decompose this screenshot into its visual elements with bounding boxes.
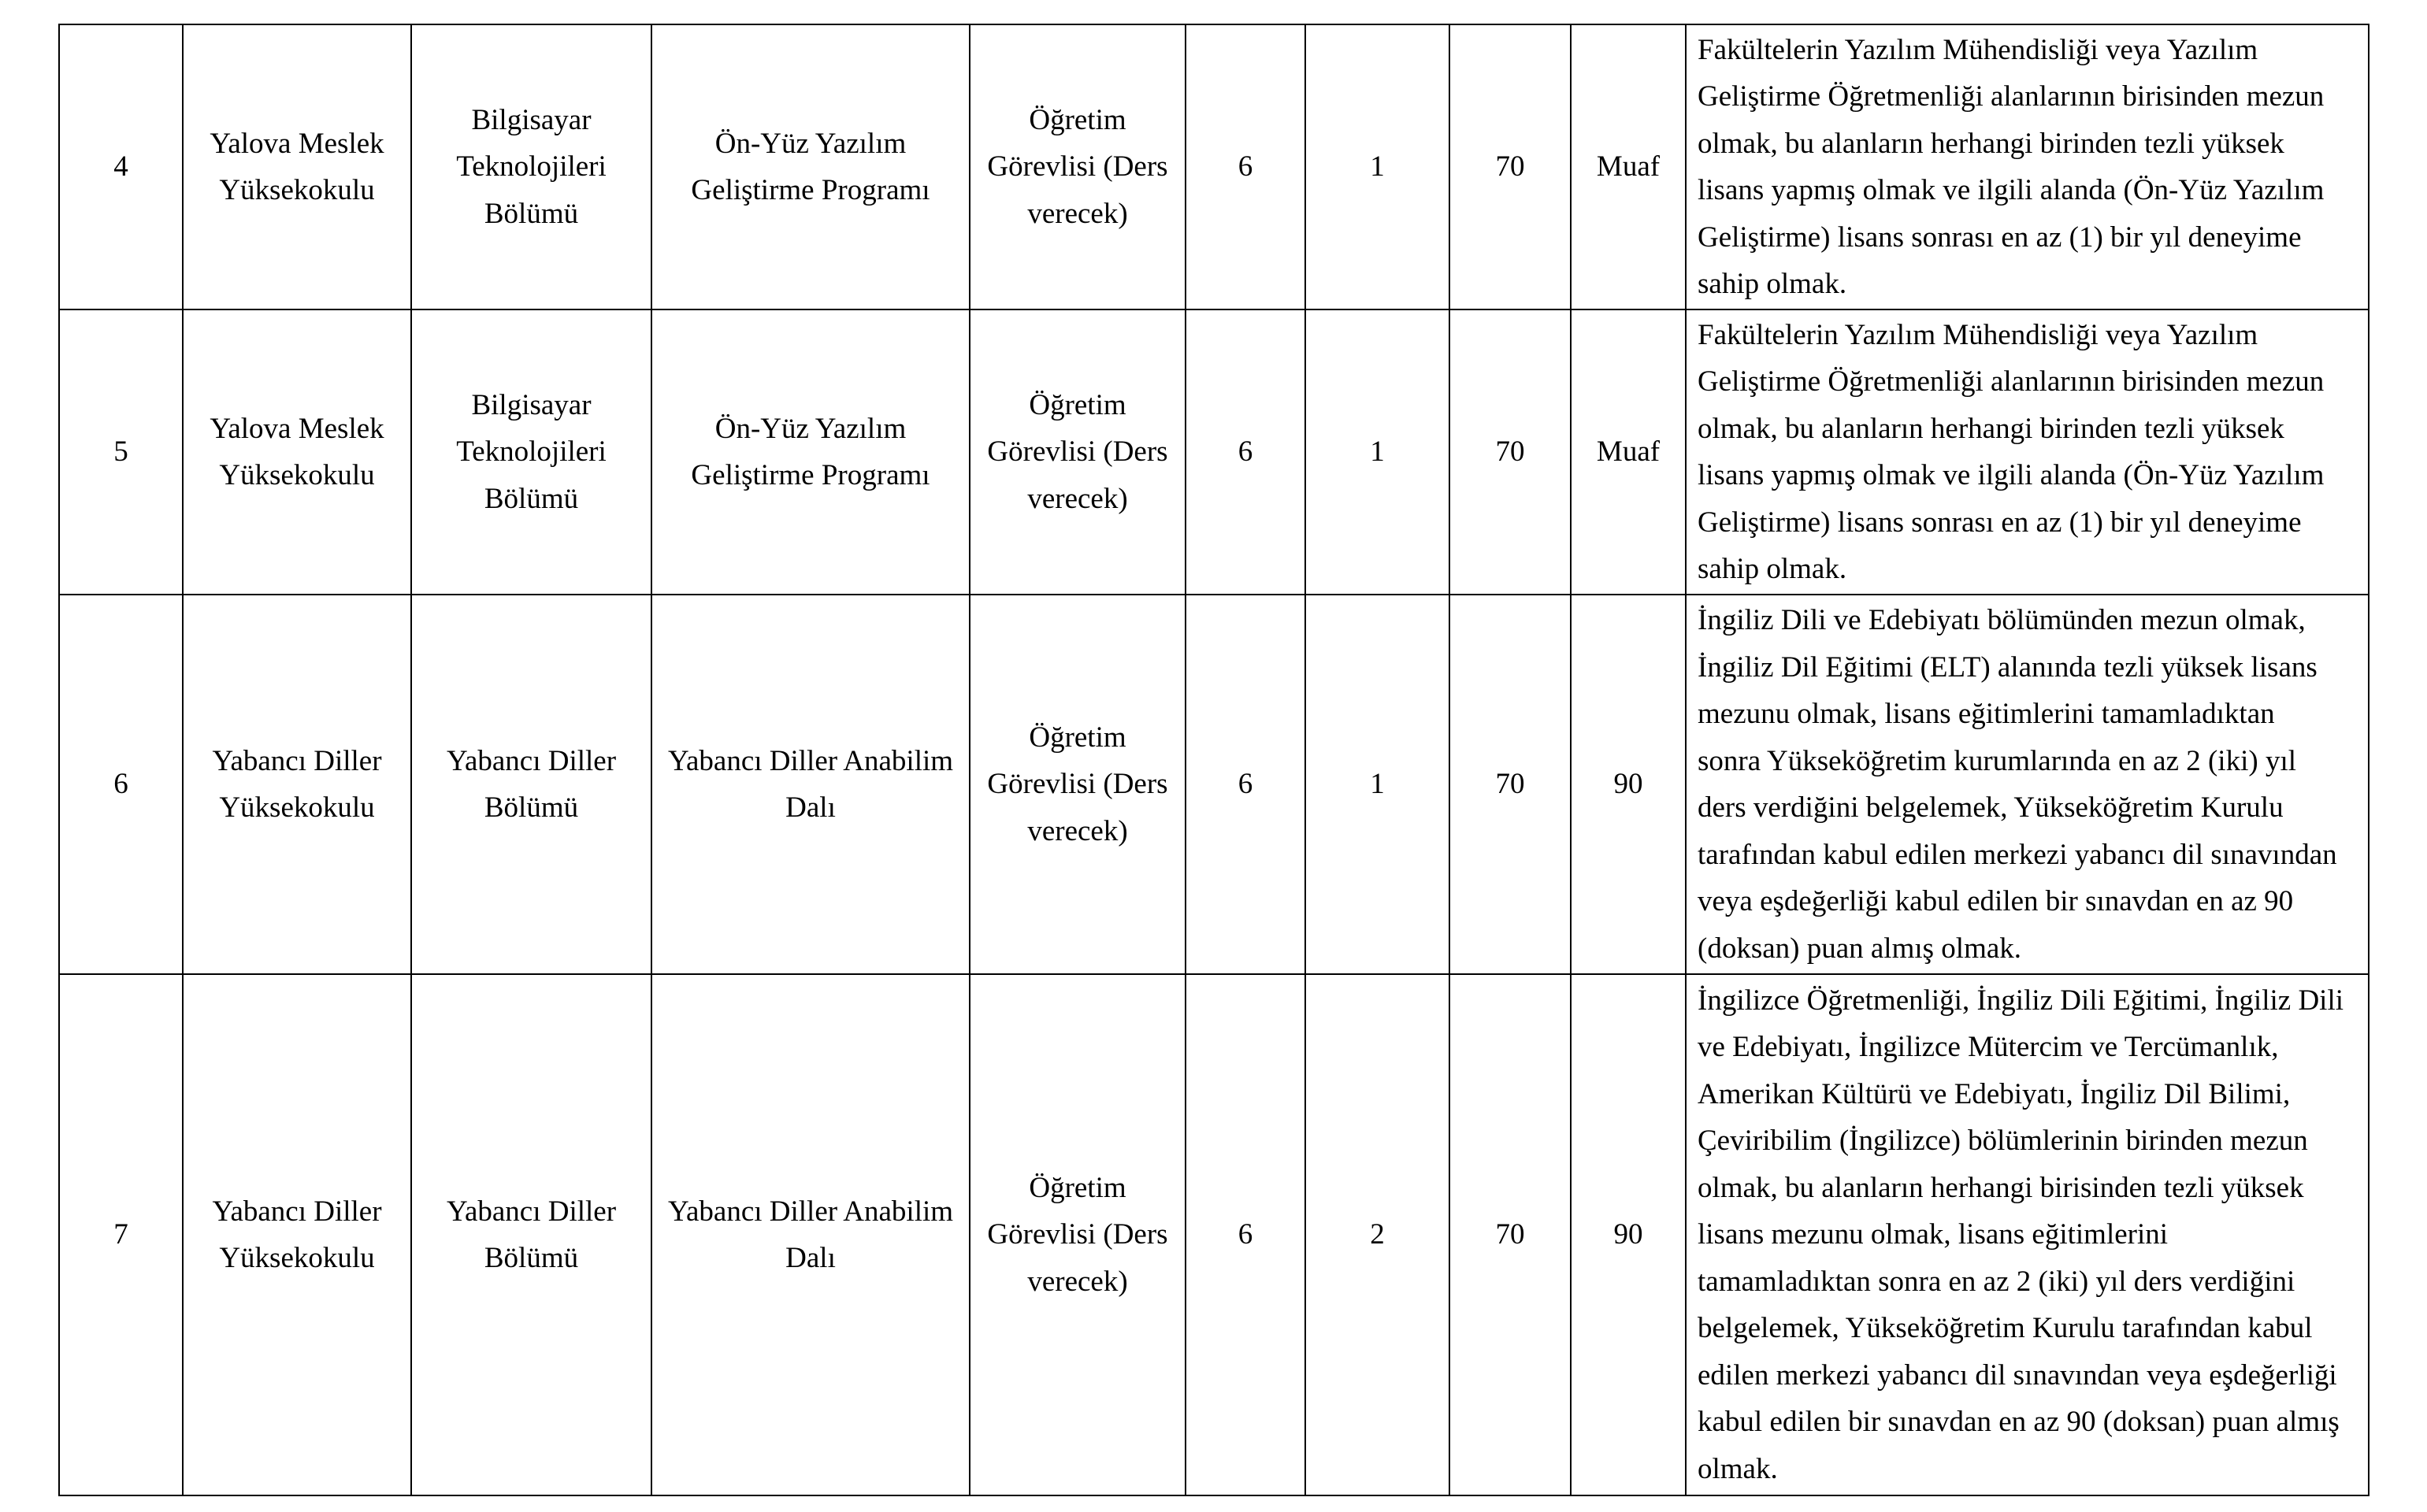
requirement-line: Fakültelerin Yazılım Mühendisliği veya Yazılım	[1698, 33, 2258, 66]
title-cell: Öğretim Görevlisi (Ders verecek)	[970, 24, 1186, 309]
requirements-cell	[1686, 24, 2369, 309]
requirement-line: edilen merkezi yabancı dil sınavından veya eşdeğerliği	[1698, 1358, 2337, 1392]
requirement-line: Çeviribilim (İngilizce) bölümlerinin birinden mezun	[1698, 1125, 2308, 1158]
foreign-language-cell: 90	[1571, 595, 1686, 974]
ales-cell: 70	[1449, 974, 1571, 1495]
department-cell: Yabancı Diller Bölümü	[411, 974, 651, 1495]
count-cell: 1	[1305, 595, 1449, 974]
table-row	[59, 24, 2369, 309]
title-cell: Öğretim Görevlisi (Ders verecek)	[970, 309, 1186, 595]
requirement-line: ve Edebiyatı, İngilizce Mütercim ve Tercümanlık,	[1698, 1031, 2279, 1064]
requirement-line: mezunu olmak, lisans eğitimlerini tamamladıktan	[1698, 698, 2275, 730]
unit-cell: Yabancı Diller Yüksekokulu	[183, 595, 411, 974]
staff-positions-table	[58, 24, 2369, 1496]
requirement-line: Geliştirme Öğretmenliği alanlarının birisinden mezun	[1698, 80, 2325, 113]
program-cell: Yabancı Diller Anabilim Dalı	[651, 595, 970, 974]
requirement-line: olmak, bu alanların herhangi birinden tezli yüksek	[1698, 412, 2284, 445]
requirements-cell	[1686, 309, 2369, 595]
requirement-line: Fakültelerin Yazılım Mühendisliği veya Yazılım	[1698, 318, 2258, 351]
program-cell: Ön-Yüz Yazılım Geliştirme Programı	[651, 24, 970, 309]
unit-cell: Yabancı Diller Yüksekokulu	[183, 974, 411, 1495]
requirement-line: olmak, bu alanların herhangi birinden tezli yüksek	[1698, 127, 2284, 160]
department-cell: Bilgisayar Teknolojileri Bölümü	[411, 24, 651, 309]
requirements-cell	[1686, 595, 2369, 974]
foreign-language-cell: Muaf	[1571, 24, 1686, 309]
degree-cell: 6	[1186, 24, 1305, 309]
count-cell: 1	[1305, 24, 1449, 309]
count-cell: 2	[1305, 974, 1449, 1495]
requirement-line: lisans mezunu olmak, lisans eğitimlerini	[1698, 1218, 2169, 1251]
requirement-line: kabul edilen bir sınavdan en az 90 (doksan) puan almış	[1698, 1406, 2340, 1439]
requirement-line: Amerikan Kültürü ve Edebiyatı, İngiliz Dil Bilimi,	[1698, 1077, 2291, 1110]
title-cell: Öğretim Görevlisi (Ders verecek)	[970, 595, 1186, 974]
table-row	[59, 974, 2369, 1495]
requirement-line: İngiliz Dil Eğitimi (ELT) alanında tezli yüksek lisans	[1698, 650, 2318, 684]
ales-cell: 70	[1449, 595, 1571, 974]
table-row	[59, 595, 2369, 974]
requirement-line: tarafından kabul edilen merkezi yabancı dil sınavından	[1698, 838, 2337, 871]
row-number: 4	[59, 24, 183, 309]
requirement-line: olmak.	[1698, 1452, 1778, 1485]
table-row	[59, 309, 2369, 595]
requirement-line: (doksan) puan almış olmak.	[1698, 932, 2022, 965]
requirement-line: Geliştirme) lisans sonrası en az (1) bir yıl deneyime	[1698, 220, 2302, 254]
row-number: 6	[59, 595, 183, 974]
requirement-line: sonra Yükseköğretim kurumlarında en az 2 (iki) yıl	[1698, 744, 2296, 777]
requirement-line: Geliştirme Öğretmenliği alanlarının birisinden mezun	[1698, 365, 2325, 398]
requirement-line: belgelemek, Yükseköğretim Kurulu tarafından kabul	[1698, 1312, 2313, 1345]
requirement-line: İngiliz Dili ve Edebiyatı bölümünden mezun olmak,	[1698, 604, 2306, 636]
requirement-line: ders verdiğini belgelemek, Yükseköğretim Kurulu	[1698, 791, 2284, 824]
requirement-line: sahip olmak.	[1698, 553, 1847, 585]
requirements-cell	[1686, 974, 2369, 1495]
requirement-line: Geliştirme) lisans sonrası en az (1) bir yıl deneyime	[1698, 506, 2302, 539]
count-cell: 1	[1305, 309, 1449, 595]
ales-cell: 70	[1449, 309, 1571, 595]
requirement-line: sahip olmak.	[1698, 268, 1847, 300]
requirement-line: lisans yapmış olmak ve ilgili alanda (Ön-Yüz Yazılım	[1698, 459, 2325, 491]
requirement-line: tamamladıktan sonra en az 2 (iki) yıl ders verdiğini	[1698, 1265, 2295, 1298]
unit-cell: Yalova Meslek Yüksekokulu	[183, 24, 411, 309]
unit-cell: Yalova Meslek Yüksekokulu	[183, 309, 411, 595]
requirement-line: olmak, bu alanların herhangi birisinden tezli yüksek	[1698, 1171, 2304, 1204]
title-cell: Öğretim Görevlisi (Ders verecek)	[970, 974, 1186, 1495]
row-number: 7	[59, 974, 183, 1495]
department-cell: Bilgisayar Teknolojileri Bölümü	[411, 309, 651, 595]
program-cell: Yabancı Diller Anabilim Dalı	[651, 974, 970, 1495]
requirement-line: lisans yapmış olmak ve ilgili alanda (Ön-Yüz Yazılım	[1698, 174, 2325, 206]
program-cell: Ön-Yüz Yazılım Geliştirme Programı	[651, 309, 970, 595]
degree-cell: 6	[1186, 309, 1305, 595]
requirement-line: veya eşdeğerliği kabul edilen bir sınavdan en az 90	[1698, 885, 2294, 917]
row-number: 5	[59, 309, 183, 595]
ales-cell: 70	[1449, 24, 1571, 309]
department-cell: Yabancı Diller Bölümü	[411, 595, 651, 974]
document-page	[58, 24, 2368, 1496]
foreign-language-cell: Muaf	[1571, 309, 1686, 595]
degree-cell: 6	[1186, 595, 1305, 974]
foreign-language-cell: 90	[1571, 974, 1686, 1495]
requirement-line: İngilizce Öğretmenliği, İngiliz Dili Eğitimi, İngiliz Dili	[1698, 984, 2344, 1017]
degree-cell: 6	[1186, 974, 1305, 1495]
